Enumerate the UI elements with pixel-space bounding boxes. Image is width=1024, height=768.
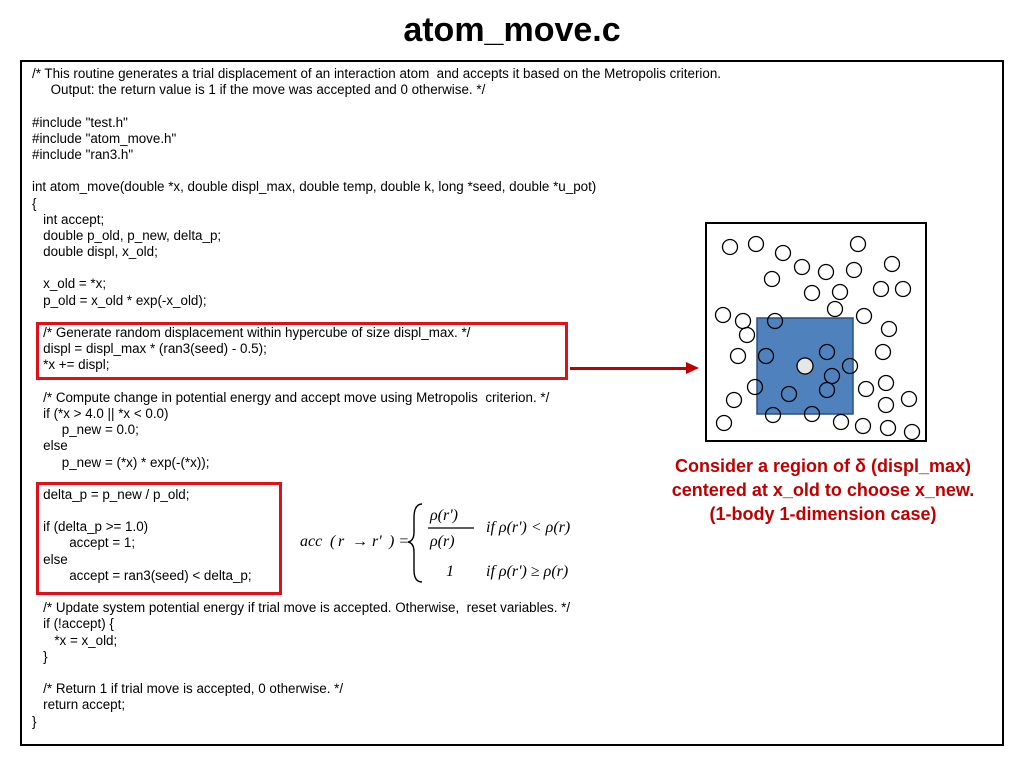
caption-line: centered at x_old to choose x_new.: [671, 480, 975, 500]
selected-atom: [797, 358, 813, 374]
caption-line: (1-body 1-dimension case): [709, 504, 937, 524]
code-line: {: [32, 195, 37, 211]
code-line: Output: the return value is 1 if the move was accepted and 0 otherwise. */: [32, 82, 486, 98]
formula-case1-condition: if ρ(r') < ρ(r): [486, 519, 571, 536]
formula-arrow: →: [352, 533, 368, 550]
caption-line: Consider a region of δ (displ_max): [675, 456, 971, 476]
code-line: if (delta_p >= 1.0): [32, 519, 149, 535]
code-blank-line: [32, 98, 692, 114]
formula-r: r: [338, 533, 345, 550]
code-line: /* This routine generates a trial displacement of an interaction atom and accepts it based on the Metropolis criterion.: [32, 66, 722, 81]
code-line: p_old = x_old * exp(-x_old);: [32, 292, 207, 308]
code-line: }: [32, 713, 37, 729]
acceptance-formula: [296, 496, 616, 586]
code-line: accept = ran3(seed) < delta_p;: [32, 567, 252, 583]
code-line: p_new = 0.0;: [32, 422, 139, 438]
code-line: else: [32, 551, 68, 567]
code-blank-line: [32, 163, 692, 179]
code-line: #include "test.h": [32, 114, 128, 130]
code-line: *x = x_old;: [32, 632, 118, 648]
code-line: /* Compute change in potential energy and accept move using Metropolis criterion. */: [32, 389, 550, 405]
code-line: double p_old, p_new, delta_p;: [32, 227, 222, 243]
code-line: *x += displ;: [32, 357, 110, 373]
code-line: accept = 1;: [32, 535, 136, 551]
code-line: p_new = (*x) * exp(-(*x));: [32, 454, 210, 470]
formula-case2-value: 1: [446, 563, 454, 580]
pointer-arrow-line: [570, 367, 690, 370]
code-line: #include "ran3.h": [32, 146, 134, 162]
code-line: delta_p = p_new / p_old;: [32, 486, 190, 502]
code-line: }: [32, 648, 48, 664]
code-line: int accept;: [32, 211, 105, 227]
highlight-box-displacement: [36, 322, 568, 380]
particle-simulation-diagram: [705, 222, 927, 442]
code-blank-line: [32, 260, 692, 276]
pointer-arrowhead-icon: [686, 362, 699, 374]
code-line: if (*x > 4.0 || *x < 0.0): [32, 405, 169, 421]
formula-brace: [408, 504, 422, 582]
code-line: /* Update system potential energy if trial move is accepted. Otherwise, reset variables. */: [32, 600, 571, 616]
highlight-box-acceptance: [36, 482, 282, 595]
formula-case2-condition: if ρ(r') ≥ ρ(r): [486, 563, 569, 580]
code-line: int atom_move(double *x, double displ_max, double temp, double k, long *seed, double *u_pot): [32, 179, 597, 195]
formula-open: (: [330, 533, 336, 550]
code-blank-line: [32, 665, 692, 681]
code-line: /* Return 1 if trial move is accepted, 0 otherwise. */: [32, 681, 344, 697]
code-line: #include "atom_move.h": [32, 130, 177, 146]
slide-title: atom_move.c: [403, 11, 621, 49]
formula-numerator: ρ(r'): [430, 507, 458, 524]
code-line: if (!accept) {: [32, 616, 114, 632]
formula-rprime: r': [372, 533, 382, 550]
diagram-caption: [640, 454, 1006, 526]
code-line: double displ, x_old;: [32, 244, 158, 260]
code-line: else: [32, 438, 68, 454]
formula-close: ) =: [389, 533, 410, 550]
code-line: return accept;: [32, 697, 126, 713]
code-line: x_old = *x;: [32, 276, 107, 292]
code-listing: [32, 66, 722, 730]
code-line: /* Generate random displacement within hypercube of size displ_max. */: [32, 325, 471, 340]
formula-denominator: ρ(r): [430, 533, 455, 550]
code-line: displ = displ_max * (ran3(seed) - 0.5);: [32, 341, 267, 357]
formula-func: acc: [300, 533, 323, 550]
